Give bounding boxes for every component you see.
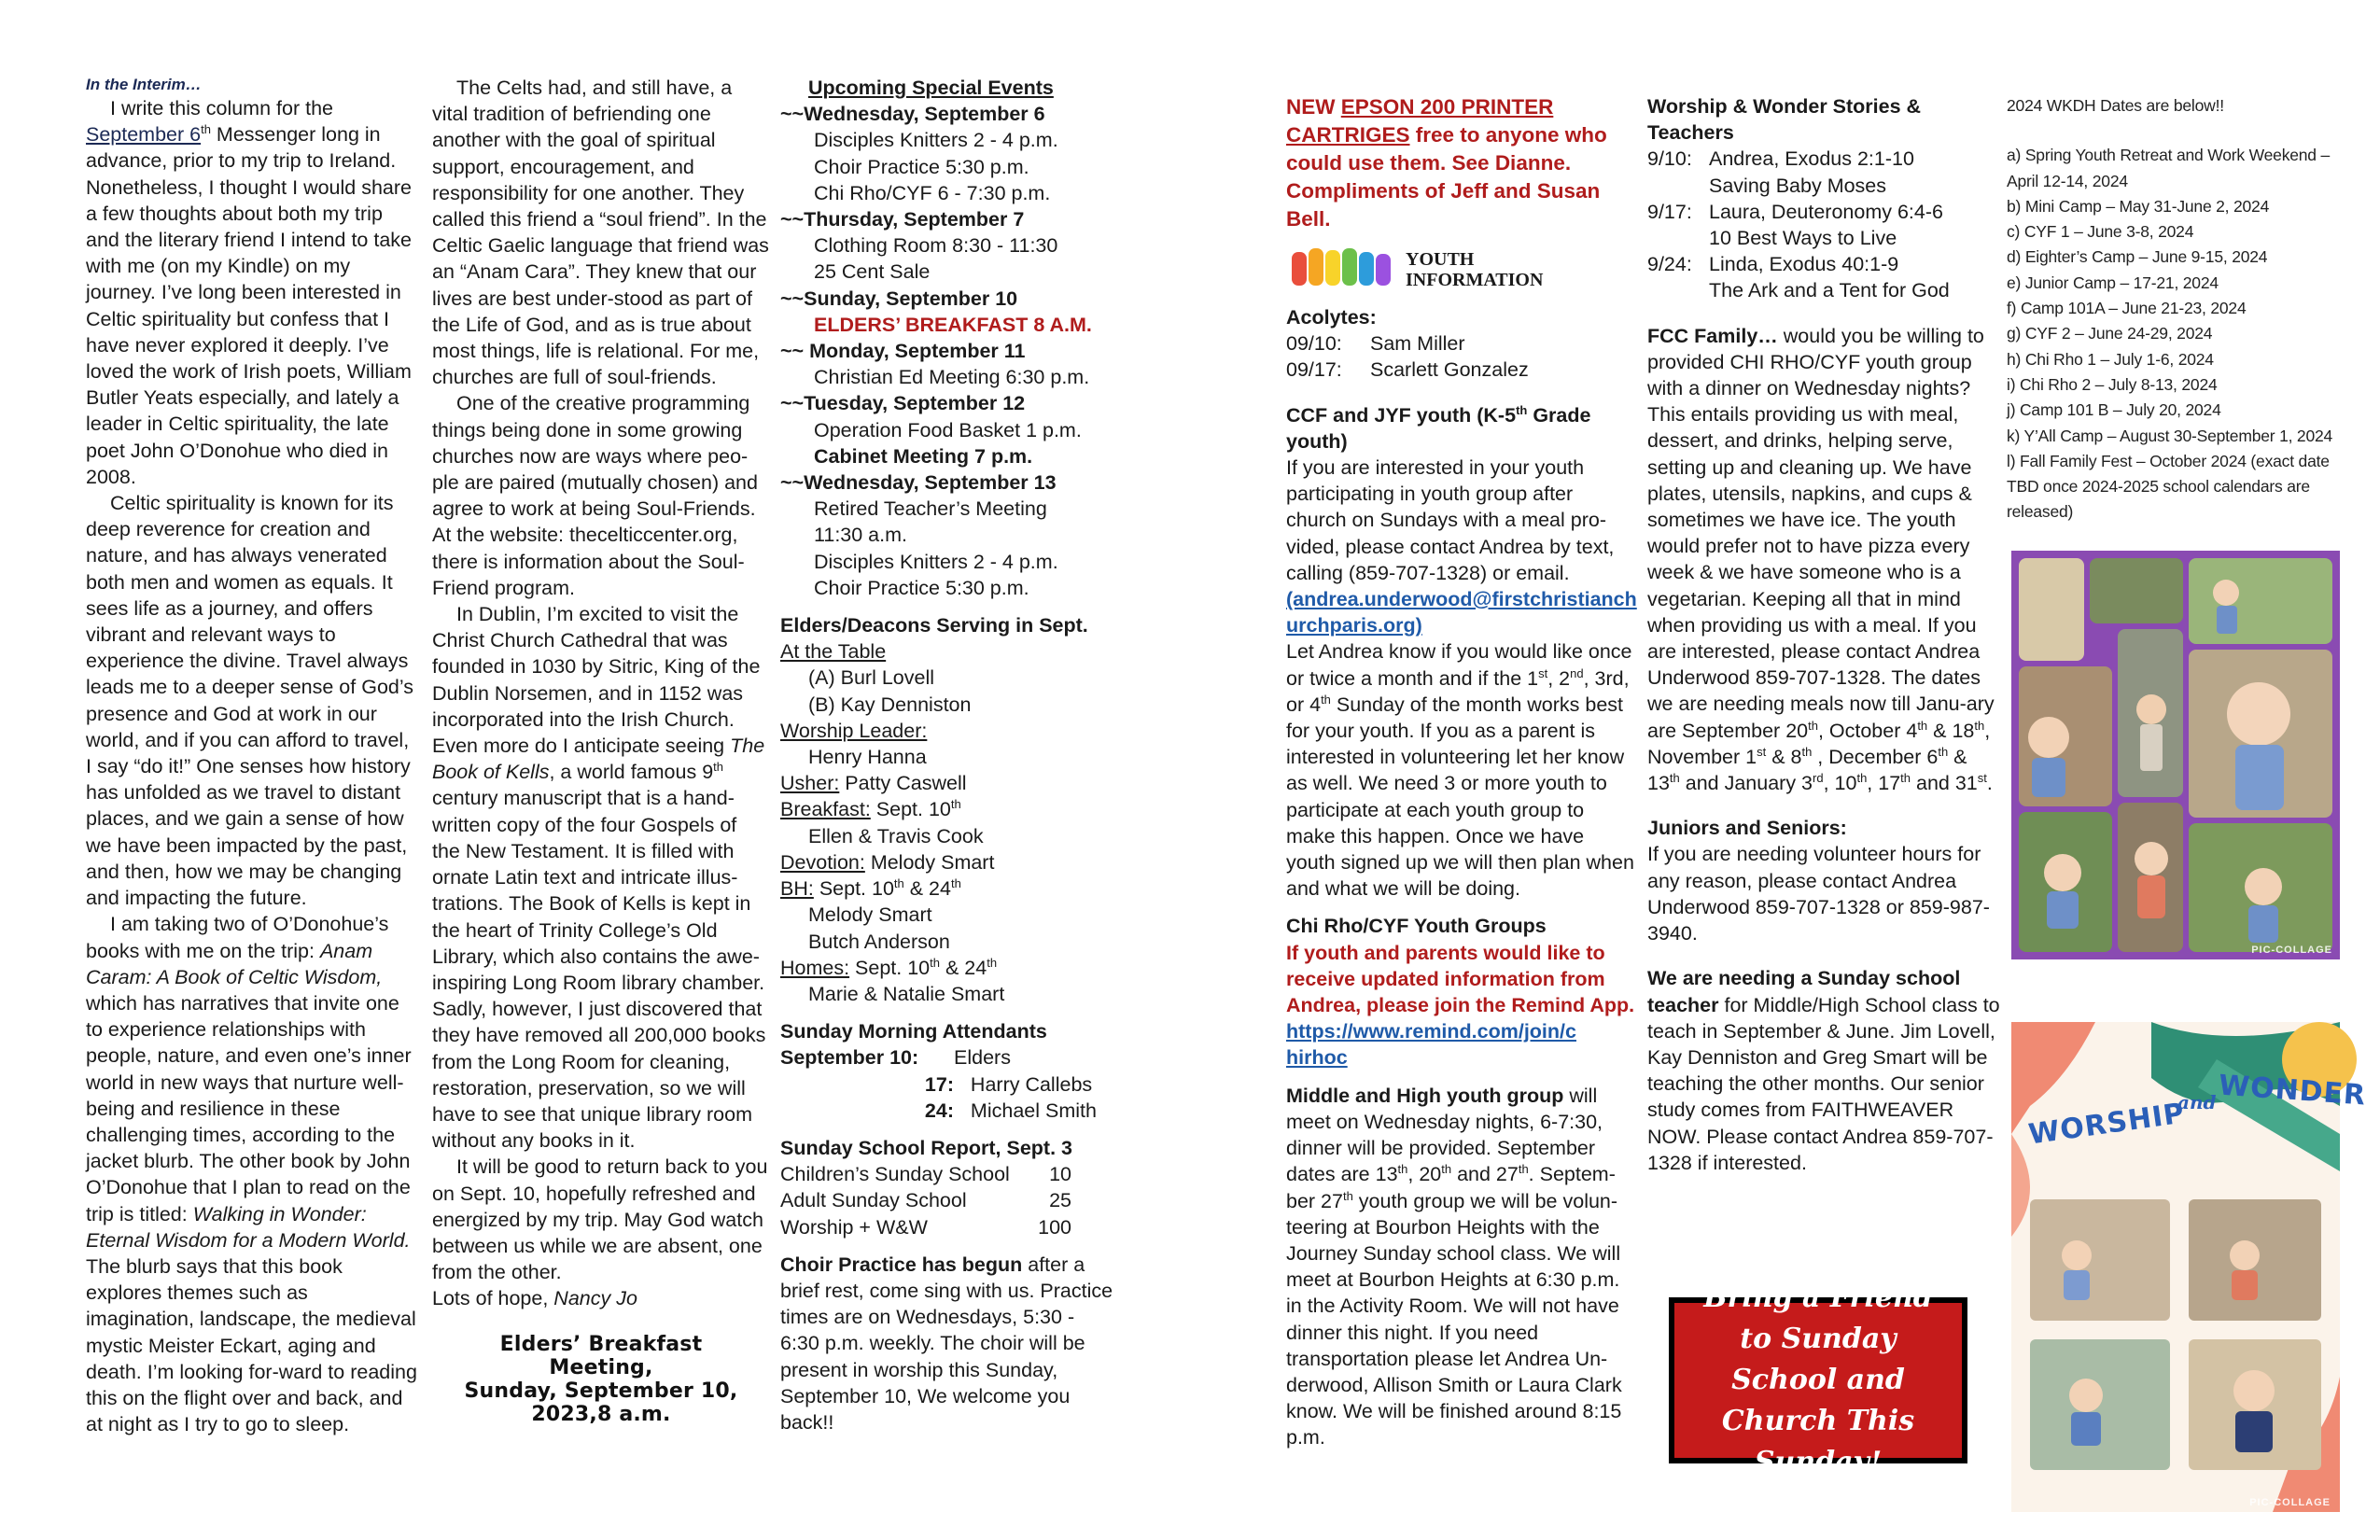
event-line: Chi Rho/CYF 6 - 7:30 p.m. bbox=[814, 181, 1051, 204]
interim-paragraph-1: I write this column for the September 6th Messenger long in advance, prior to my trip to Ireland. Nonetheless, I thought I would share a few thoughts about both my trip and the literary friend I intend to take with me (on my Kindle) on my journey. I’ve long been interested in Celtic spirituality but confess that I have never explored it deeply. I’ve loved the work of Irish poets, William Butler Yeats especially, and lately a leader in Celtic spirituality, the late poet John O’Donohue who died in 2008. bbox=[86, 97, 412, 488]
wkdh-title: 2024 WKDH Dates are below!! bbox=[2007, 96, 2224, 115]
pic-collage-tag: PIC-COLLAGE bbox=[2251, 945, 2332, 956]
fcc-family-paragraph: FCC Family… would you be willing to provided CHI RHO/CYF youth group with a dinner on Wednesday nights? This entails providing us with meal, dessert, and drinks, helping serve, setting up and cleaning up. We have plates, utensils, napkins, and cups & sometimes we have ice. The youth would prefer not to have pizza every week & we have someone who is a vegetarian. Keeping all that in mind when providing us with a meal. If you are interested, please contact Andrea Underwood 859-707-1328. The dates we are needing meals now till Janu-ary are September 20th, October 4th & 18th, November 1st & 8th , December 6th & 13th and January 3rd, 10th, 17th and 31st. bbox=[1647, 324, 1995, 795]
event-heading: ~~Sunday, September 10 bbox=[780, 287, 1018, 310]
pic-collage-tag: PIC-COLLAGE bbox=[2249, 1497, 2331, 1508]
epson-notice: NEW EPSON 200 PRINTER CARTRIGES free to anyone who could use them. See Dianne. Compliments of Jeff and Susan Bell. bbox=[1286, 95, 1607, 231]
ww-story: Saving Baby Moses bbox=[1709, 174, 1887, 197]
role-label: Worship Leader: bbox=[780, 719, 928, 742]
report-row: Worship + W&W 100 bbox=[780, 1215, 1071, 1239]
breakfast-line-1: Elders’ Breakfast bbox=[499, 1332, 703, 1356]
wkdh-item: h) Chi Rho 1 – July 1-6, 2024 bbox=[2007, 349, 2214, 369]
devotion-row: Devotion: Melody Smart bbox=[780, 850, 995, 874]
celts-paragraph-4: It will be good to return back to you on Sept. 10, hopefully refreshed and energized by my trip. May God watch between us while we are absent, one from the other. bbox=[432, 1155, 768, 1284]
andrea-email-link[interactable]: (andrea.underwood@firstchristianchurchparis.org) bbox=[1286, 588, 1637, 637]
ww-title: Worship & Wonder Stories & Teachers bbox=[1647, 95, 1922, 145]
juniors-seniors-paragraph: If you are needing volunteer hours for any reason, please contact Andrea Underwood 859-707-1328 or 859-987-3940. bbox=[1647, 843, 1990, 945]
event-line: Disciples Knitters 2 - 4 p.m. bbox=[814, 550, 1058, 573]
event-line: 11:30 a.m. bbox=[814, 524, 907, 547]
wkdh-item: a) Spring Youth Retreat and Work Weekend – April 12-14, 2024 bbox=[2007, 146, 2331, 190]
role-name: Melody Smart bbox=[808, 903, 932, 927]
juniors-seniors-title: Juniors and Seniors: bbox=[1647, 817, 1847, 840]
acolyte-row: 09/10: Sam Miller bbox=[1286, 332, 1465, 356]
youth-photo-collage bbox=[2011, 551, 2340, 959]
wkdh-item: d) Eighter’s Camp – June 9-15, 2024 bbox=[2007, 247, 2268, 267]
wkdh-item: e) Junior Camp – 17-21, 2024 bbox=[2007, 273, 2219, 292]
wkdh-item: f) Camp 101A – June 21-23, 2024 bbox=[2007, 299, 2247, 318]
ccf-title: CCF and JYF youth (K-5th Grade youth) bbox=[1286, 402, 1591, 453]
breakfast-line-3: Sunday, September 10, bbox=[464, 1379, 738, 1403]
homes-row: Homes: Sept. 10th & 24th bbox=[780, 955, 998, 979]
event-heading: ~~Thursday, September 7 bbox=[780, 208, 1025, 231]
ww-row: 9/17: Laura, Deuteronomy 6:4-6 bbox=[1647, 200, 1943, 223]
role-label: At the Table bbox=[780, 640, 887, 664]
painted-hands-icon bbox=[1286, 243, 1398, 297]
choir-paragraph: Choir Practice has begun after a brief rest, come sing with us. Practice times are on Wednesdays, 5:30 - 6:30 p.m. weekly. The choir will be present in worship this Sunday, September 10, We welcome you back!! bbox=[780, 1253, 1113, 1434]
elders-title: Elders/Deacons Serving in Sept. bbox=[780, 614, 1088, 637]
column-interim bbox=[86, 75, 420, 1437]
event-heading: ~~Wednesday, September 6 bbox=[780, 103, 1045, 126]
attendants-title: Sunday Morning Attendants bbox=[780, 1020, 1047, 1043]
wkdh-item: g) CYF 2 – June 24-29, 2024 bbox=[2007, 324, 2213, 343]
column-events bbox=[780, 75, 1116, 1435]
celts-paragraph-3: In Dublin, I’m excited to visit the Christ Church Cathedral that was founded in 1030 by Sitric, King of the Dublin Norsemen, and in 1152 was incorporated into the Irish Church. Even more do I anticipate seeing The Book of Kells, a world famous 9th century manuscript that is a hand-written copy of the four Gospels of the New Testament. It is filled with ornate Latin text and intricate illus-trations. The Book of Kells is kept in the heart of Trinity College’s Old Library, which also contains the awe-inspiring Long Room library chamber. Sadly, however, I just discovered that they have removed all 200,000 books from the Long Room for cleaning, restoration, preservation, so we will have to see that unique library room without any books in it. bbox=[432, 603, 766, 1153]
role-name: (A) Burl Lovell bbox=[808, 666, 935, 690]
information-title: INFORMATION bbox=[1406, 270, 1544, 290]
and-word: and bbox=[2177, 1091, 2217, 1113]
chi-rho-title: Chi Rho/CYF Youth Groups bbox=[1286, 915, 1547, 938]
remind-link[interactable]: https://www.remind.com/join/chirhoc bbox=[1286, 1020, 1576, 1070]
event-heading: ~~Wednesday, September 13 bbox=[780, 471, 1057, 495]
event-line: Operation Food Basket 1 p.m. bbox=[814, 418, 1082, 441]
wkdh-item: c) CYF 1 – June 3-8, 2024 bbox=[2007, 222, 2194, 242]
breakfast-row: Breakfast: Sept. 10th bbox=[780, 797, 961, 821]
remind-notice: If youth and parents would like to receive updated information from Andrea, please join the Remind App. bbox=[1286, 941, 1635, 1017]
attendant-row: September 10: Elders bbox=[780, 1046, 1011, 1070]
ccf-paragraph: If you are interested in your youth participating in youth group after church on Sundays with a meal pro-vided, please contact Andrea by text, calling (859-707-1328) or email. bbox=[1286, 456, 1615, 584]
interim-header: In the Interim… bbox=[86, 76, 202, 93]
event-line: Cabinet Meeting 7 p.m. bbox=[814, 444, 1033, 468]
events-title: Upcoming Special Events bbox=[808, 77, 1054, 99]
interim-paragraph-3: I am taking two of O’Donohue’s books with me on the trip: Anam Caram: A Book of Celtic Wisdom, which has narratives that invite one to experience relationships with people, nature, and even one’s inner world in new ways that nurture well-being and resilience in these challenging times, according to the jacket blurb. The other book by John O’Donohue that I plan to read on the trip is titled: Walking in Wonder: Eternal Wisdom for a Modern World. The blurb says that this book explores themes such as imagination, landscape, the medieval mystic Meister Eckart, aging and death. I’m looking for-ward to reading this on the flight over and back, and at night as I try to go to sleep. bbox=[86, 913, 417, 1436]
acolytes-title: Acolytes: bbox=[1286, 306, 1377, 329]
ww-row: 9/24: Linda, Exodus 40:1-9 bbox=[1647, 253, 1899, 276]
role-name: Henry Hanna bbox=[808, 746, 927, 769]
wkdh-item: j) Camp 101 B – July 20, 2024 bbox=[2007, 400, 2221, 420]
ww-story: 10 Best Ways to Live bbox=[1709, 227, 1897, 250]
wkdh-item: b) Mini Camp – May 31-June 2, 2024 bbox=[2007, 196, 2270, 216]
wkdh-item: k) Y’All Camp – August 30-September 1, 2024 bbox=[2007, 426, 2333, 445]
acolyte-row: 09/17: Scarlett Gonzalez bbox=[1286, 358, 1529, 382]
usher-row: Usher: Patty Caswell bbox=[780, 772, 967, 795]
role-name: Marie & Natalie Smart bbox=[808, 982, 1005, 1005]
column-youth bbox=[1286, 93, 1637, 1451]
wkdh-item: i) Chi Rho 2 – July 8-13, 2024 bbox=[2007, 374, 2218, 394]
sunday-school-title: Sunday School Report, Sept. 3 bbox=[780, 1136, 1072, 1159]
youth-title: YOUTH bbox=[1406, 249, 1475, 270]
ww-row: 9/10: Andrea, Exodus 2:1-10 bbox=[1647, 147, 1914, 171]
collage-photos bbox=[2011, 551, 2340, 959]
attendant-row: 17: Harry Callebs bbox=[924, 1072, 1093, 1096]
event-line: 25 Cent Sale bbox=[814, 260, 931, 284]
wkdh-item: l) Fall Family Fest – October 2024 (exact date TBD once 2024-2025 school calendars are released) bbox=[2007, 451, 2330, 522]
role-name: (B) Kay Denniston bbox=[808, 693, 972, 716]
elders-breakfast-notice bbox=[432, 1333, 770, 1426]
youth-info-header bbox=[1286, 243, 1637, 297]
column-celts bbox=[432, 75, 770, 1426]
report-row: Adult Sunday School 25 bbox=[780, 1189, 1071, 1212]
event-line: Clothing Room 8:30 - 11:30 bbox=[814, 234, 1058, 258]
column-wkdh-dates bbox=[2007, 93, 2352, 525]
breakfast-line-2: Meeting, bbox=[549, 1355, 653, 1379]
event-heading: ~~ Monday, September 11 bbox=[780, 340, 1026, 363]
wonder-word: WONDER bbox=[2217, 1069, 2368, 1113]
interim-paragraph-2: Celtic spirituality is known for its deep reverence for creation and nature, and has always venerated both men and women as equals. It sees life as a journey, and offers vibrant and relevant ways to experience the divine. Travel always leads me to a deeper sense of God’s presence and God at work in our world, and if you can afford to travel, I say “do it!” One senses how history has unfolded as we travel to distant places, and we gain a sense of how we have been impacted by the past, and then, how we may be changing and impacting the future. bbox=[86, 492, 413, 910]
attendant-row: 24: Michael Smith bbox=[924, 1099, 1097, 1122]
bh-row: BH: Sept. 10th & 24th bbox=[780, 875, 961, 901]
september-link[interactable]: September 6 bbox=[86, 123, 202, 147]
ww-story: The Ark and a Tent for God bbox=[1709, 279, 1950, 302]
breakfast-line-4: 2023,8 a.m. bbox=[531, 1402, 671, 1426]
celts-paragraph-1: The Celts had, and still have, a vital tradition of befriending one another with the goal of spiritual support, encouragement, and responsibility for one another. They called this friend a “soul friend”. In the Celtic Gaelic language that friend was an “Anam Cara”. They knew that our lives are best under-stood as part of the Life of God, and as is true about most things, life is relational. For me, churches are full of soul-friends. bbox=[432, 77, 769, 389]
role-name: Butch Anderson bbox=[808, 930, 950, 953]
event-line: Retired Teacher’s Meeting bbox=[814, 497, 1047, 521]
report-row: Children’s Sunday School 10 bbox=[780, 1163, 1071, 1186]
event-line: Choir Practice 5:30 p.m. bbox=[814, 155, 1029, 178]
celts-paragraph-2: One of the creative programming things being done in some growing churches now are ways where peo-ple are paired (mutually chosen) and agree to work at being Soul-Friends. At the website: thecelticcenter.org, there is information about the Soul-Friend program. bbox=[432, 392, 758, 599]
signature: Lots of hope, Nancy Jo bbox=[432, 1287, 637, 1310]
column-worship-wonder bbox=[1647, 93, 2002, 1176]
ccf-paragraph-2: Let Andrea know if you would like once or twice a month and if the 1st, 2nd, 3rd, or 4th Sunday of the month works best for your youth. If you as a parent is interested in volunteering let her know as well. We need 3 or more youth to participate at each youth group to make this happen. Once we have youth signed up we will then plan when and what we will be doing. bbox=[1286, 640, 1634, 901]
bring-a-friend-banner bbox=[1669, 1281, 1967, 1478]
event-line: Christian Ed Meeting 6:30 p.m. bbox=[814, 366, 1090, 389]
event-heading: ~~Tuesday, September 12 bbox=[780, 392, 1026, 415]
role-name: Ellen & Travis Cook bbox=[808, 824, 984, 847]
event-line: Disciples Knitters 2 - 4 p.m. bbox=[814, 129, 1058, 152]
worship-word: WORSHIP bbox=[2026, 1097, 2188, 1152]
worship-wonder-collage bbox=[2011, 1022, 2368, 1512]
teacher-needed-paragraph: We are needing a Sunday school teacher for Middle/High School class to teach in September & June. Jim Lovell, Kay Denniston and Greg Smart will be teaching the other months. Our senior study comes from FAITHWEAVER NOW. Please contact Andrea 859-707-1328 if interested. bbox=[1647, 967, 2000, 1174]
banner-text: Bring a Friend to Sunday School and Church This Sunday! bbox=[1703, 1281, 1933, 1478]
event-line: ELDERS’ BREAKFAST 8 A.M. bbox=[814, 313, 1092, 336]
middle-high-paragraph: Middle and High youth group will meet on Wednesday nights, 6-7:30, dinner will be provided. September dates are 13th, 20th and 27th. Septem-ber 27th youth group we will be volun-teering at Bourbon Heights with the Journey Sunday school class. We will meet at Bourbon Heights at 6:30 p.m. in the Activity Room. We will not have dinner this night. If you need transportation please let Andrea Un-derwood, Allison Smith or Laura Clark know. We will be finished around 8:15 p.m. bbox=[1286, 1084, 1622, 1449]
event-line: Choir Practice 5:30 p.m. bbox=[814, 576, 1029, 599]
